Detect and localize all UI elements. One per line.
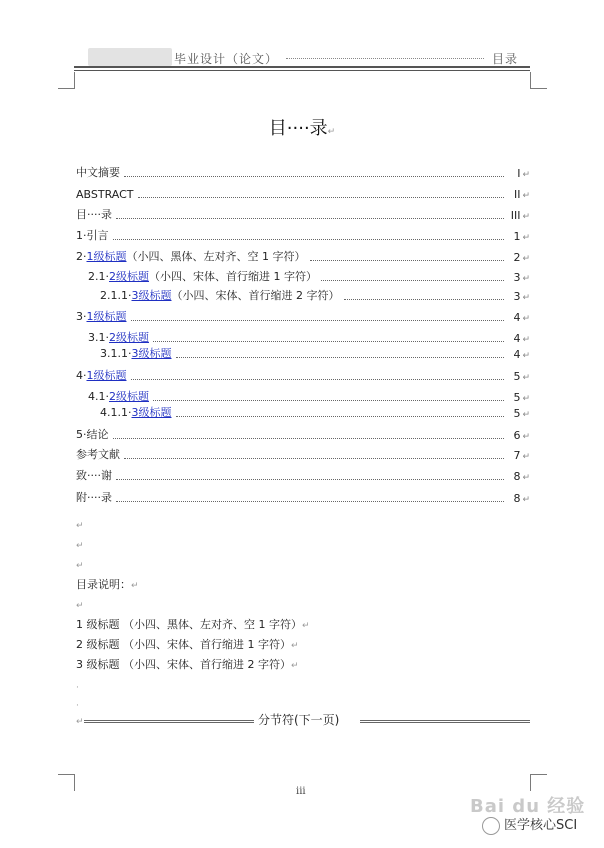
toc-page-number: 2 [513, 251, 521, 264]
paragraph-mark: ↵ [522, 394, 530, 404]
redacted-block [88, 48, 172, 66]
toc-entry-text: 5·结论 [76, 428, 109, 441]
paragraph-mark: ↵ [522, 495, 530, 505]
paragraph-mark: ↵ [522, 274, 530, 284]
section-break-line-right [360, 720, 530, 723]
header-title: 毕业设计（论文） [174, 52, 279, 66]
crop-mark-bottom-right [530, 774, 547, 791]
crop-mark-top-left [58, 72, 75, 89]
toc-entry-number: 2· [76, 250, 87, 263]
section-break [80, 711, 530, 729]
toc-page-number: 4 [513, 332, 521, 345]
empty-paragraph: ↵ [76, 541, 84, 551]
toc-entry[interactable] [76, 489, 530, 505]
paragraph-mark: ↵ [522, 170, 530, 180]
empty-paragraph: ↵ [76, 717, 84, 727]
paragraph-mark: ↵ [522, 191, 530, 201]
toc-page-number: III [510, 209, 521, 222]
toc-page-number: 1 [513, 230, 521, 243]
toc-page-number: 4 [513, 311, 521, 324]
empty-paragraph: · [76, 701, 79, 711]
toc-entry[interactable] [76, 164, 530, 180]
toc-entry-link[interactable]: 1级标题 [86, 369, 127, 382]
toc-entry-text [100, 404, 172, 420]
toc-entry-link[interactable]: 1级标题 [86, 250, 127, 263]
toc-entry-text [88, 268, 317, 284]
toc-dot-leader [176, 416, 505, 417]
toc-page-number: 5 [513, 407, 521, 420]
toc-entry-note: （小四、宋体、首行缩进 2 字符） [171, 289, 340, 302]
toc-entry[interactable] [76, 426, 530, 442]
paragraph-mark: ↵ [522, 373, 530, 383]
toc-entry[interactable] [100, 404, 530, 420]
toc-entry-link[interactable]: 1级标题 [86, 310, 127, 323]
toc-entry-text: ABSTRACT [76, 188, 134, 201]
notes-line-3: 3 级标题 （小四、宋体、首行缩进 2 字符）↵ [76, 658, 299, 671]
crop-mark-bottom-left [58, 774, 75, 791]
toc-entry-number: 4.1· [88, 390, 109, 403]
toc-entry-number: 3.1.1· [100, 347, 132, 360]
toc-page-number: I [517, 167, 521, 180]
toc-entry-text [100, 287, 340, 303]
watermark-account: 医学核心SCI [482, 814, 577, 835]
toc-entry-link[interactable]: 2级标题 [109, 331, 149, 344]
paragraph-mark: ↵ [522, 432, 530, 442]
toc-entry-text: 附····录 [76, 491, 112, 504]
toc-entry[interactable] [76, 308, 530, 324]
toc-entry[interactable] [88, 388, 530, 404]
toc-entry-text [88, 329, 149, 345]
wechat-icon [482, 817, 500, 835]
empty-paragraph: ↵ [76, 561, 84, 571]
toc-dot-leader [116, 218, 504, 219]
toc-page-number: 3 [513, 271, 521, 284]
toc-dot-leader [113, 239, 505, 240]
toc-entry[interactable] [76, 367, 530, 383]
toc-entry-text: 致····谢 [76, 469, 112, 482]
toc-entry-note: （小四、宋体、首行缩进 1 字符） [149, 270, 317, 283]
watermark-baidu: Bai du 经验 [470, 796, 586, 817]
toc-page-number: 8 [513, 470, 521, 483]
paragraph-mark: ↵ [522, 293, 530, 303]
toc-page-number: 5 [513, 391, 521, 404]
paragraph-mark: ↵ [522, 314, 530, 324]
empty-paragraph: · [76, 683, 79, 693]
toc-entry-link[interactable]: 2级标题 [109, 390, 149, 403]
footer-page-number: iii [296, 786, 306, 797]
toc-entry[interactable] [88, 268, 530, 284]
toc-entry-text [100, 345, 172, 361]
empty-paragraph: ↵ [76, 521, 84, 531]
toc-entry[interactable] [76, 227, 530, 243]
toc-entry[interactable] [100, 287, 530, 303]
toc-dot-leader [176, 357, 505, 358]
section-break-line-left [84, 720, 254, 723]
toc-entry[interactable] [76, 185, 530, 201]
toc-entry-text: 目····录 [76, 208, 112, 221]
notes-heading: 目录说明：↵ [76, 578, 139, 591]
toc-dot-leader [321, 280, 504, 281]
toc-entry-link[interactable]: 3级标题 [131, 347, 172, 360]
toc-page-number: 3 [513, 290, 521, 303]
toc-entry-text [76, 248, 306, 264]
toc-entry-text [88, 388, 149, 404]
toc-entry-link[interactable]: 3级标题 [131, 289, 172, 302]
toc-page-number: 8 [513, 492, 521, 505]
page-header [74, 48, 530, 68]
toc-dot-leader [124, 176, 504, 177]
paragraph-mark: ↵ [522, 212, 530, 222]
toc-entry-link[interactable]: 3级标题 [131, 406, 172, 419]
toc-entry[interactable] [76, 446, 530, 462]
toc-entry[interactable] [88, 329, 530, 345]
header-section: 目录 [491, 52, 518, 66]
toc-dot-leader [113, 438, 505, 439]
toc-dot-leader [116, 479, 504, 480]
toc-dot-leader [344, 299, 505, 300]
paragraph-mark: ↵ [522, 254, 530, 264]
header-rule-thin [74, 70, 530, 71]
toc-entry-number: 2.1.1· [100, 289, 132, 302]
page-title: 目····录↵ [268, 118, 336, 139]
toc-dot-leader [310, 260, 505, 261]
toc-page-number: 7 [513, 449, 521, 462]
notes-line-1: 1 级标题 （小四、黑体、左对齐、空 1 字符）↵ [76, 618, 310, 631]
paragraph-mark: ↵ [522, 473, 530, 483]
toc-entry-number: 3· [76, 310, 87, 323]
toc-entry-text: 参考文献 [76, 448, 120, 461]
toc-entry-note: （小四、黑体、左对齐、空 1 字符） [126, 250, 306, 263]
toc-entry-link[interactable]: 2级标题 [109, 270, 149, 283]
toc-entry-text [76, 367, 127, 383]
toc-dot-leader [116, 501, 504, 502]
toc-entry-text: 中文摘要 [76, 166, 120, 179]
paragraph-mark: ↵ [522, 452, 530, 462]
toc-entry-text: 1·引言 [76, 229, 109, 242]
toc-page-number: 4 [513, 348, 521, 361]
notes-line-2: 2 级标题 （小四、宋体、首行缩进 1 字符）↵ [76, 638, 299, 651]
toc-entry[interactable] [76, 206, 530, 222]
toc-page-number: 5 [513, 370, 521, 383]
toc-dot-leader [138, 197, 505, 198]
toc-entry-number: 3.1· [88, 331, 109, 344]
section-break-label: 分节符(下一页) [258, 713, 340, 727]
toc-entry[interactable] [76, 467, 530, 483]
toc-dot-leader [124, 458, 504, 459]
paragraph-mark: ↵ [522, 410, 530, 420]
toc-entry-text [76, 308, 127, 324]
header-rule-thick [74, 66, 530, 68]
toc-dot-leader [131, 320, 505, 321]
toc-entry-number: 4· [76, 369, 87, 382]
paragraph-mark: ↵ [522, 335, 530, 345]
toc-entry[interactable] [100, 345, 530, 361]
toc-entry-number: 4.1.1· [100, 406, 132, 419]
toc-entry-number: 2.1· [88, 270, 109, 283]
toc-dot-leader [131, 379, 505, 380]
toc-page-number: 6 [513, 429, 521, 442]
empty-paragraph: ↵ [76, 601, 84, 611]
paragraph-mark: ↵ [522, 351, 530, 361]
paragraph-mark: ↵ [522, 233, 530, 243]
header-leader [286, 58, 484, 59]
crop-mark-top-right [530, 72, 547, 89]
toc-dot-leader [153, 400, 504, 401]
toc-dot-leader [153, 341, 504, 342]
toc-page-number: II [513, 188, 521, 201]
toc-entry[interactable] [76, 248, 530, 264]
